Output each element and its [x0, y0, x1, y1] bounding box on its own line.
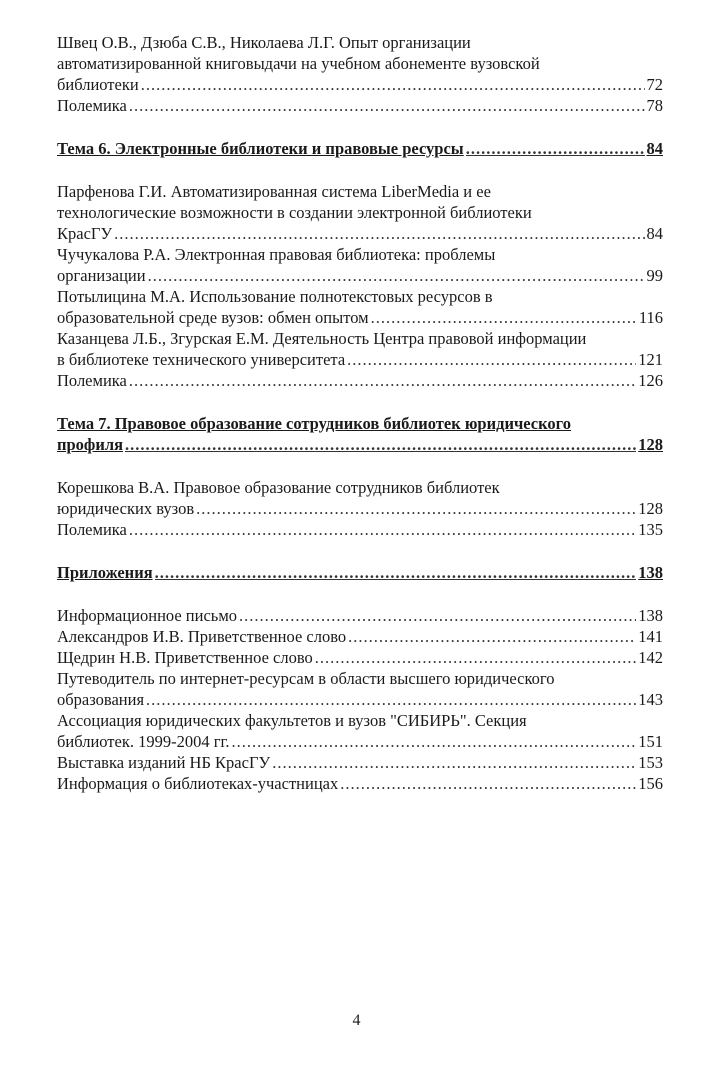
dot-leader — [141, 74, 645, 95]
page-ref: 128 — [638, 435, 663, 454]
toc-entry-polemika — [57, 95, 663, 116]
section-heading-topic6 — [57, 138, 663, 159]
toc-entry-text: Ассоциация юридических факультетов и вузов "СИБИРЬ". Секция — [57, 711, 527, 730]
toc-entry-text: автоматизированной книговыдачи на учебном абонементе вузовской — [57, 54, 540, 73]
toc-entry-last-line — [57, 626, 663, 647]
dot-leader — [155, 562, 637, 583]
page-ref: 121 — [638, 350, 663, 369]
toc-entry-text: Выставка изданий НБ КрасГУ — [57, 753, 271, 772]
toc-entry-text: Чучукалова Р.А. Электронная правовая библиотека: проблемы — [57, 245, 496, 264]
toc-entry-polemika — [57, 370, 663, 391]
page-ref: 151 — [638, 732, 663, 751]
dot-leader — [125, 434, 636, 455]
dot-leader — [239, 605, 636, 626]
toc-entry-kazantseva — [57, 328, 663, 370]
dot-leader — [196, 498, 636, 519]
toc-entry-text: Александров И.В. Приветственное слово — [57, 627, 347, 646]
toc-entry-last-line — [57, 265, 663, 286]
page-ref: 116 — [638, 308, 663, 327]
toc-entry-text: юридических вузов — [57, 499, 195, 518]
toc-entry-text: организации — [57, 266, 146, 285]
toc-entry-last-line — [57, 773, 663, 794]
page-ref: 143 — [638, 690, 663, 709]
heading-text: профиля — [57, 435, 124, 454]
toc-entry-text: Парфенова Г.И. Автоматизированная система LiberMedia и ее — [57, 182, 491, 201]
toc-entry-text: в библиотеке технического университета — [57, 350, 346, 369]
toc-entry-aleksandrov — [57, 626, 663, 647]
toc-entry-association — [57, 710, 663, 752]
toc-entry-text: Швец О.В., Дзюба С.В., Николаева Л.Г. Опыт организации — [57, 33, 471, 52]
dot-leader — [348, 626, 636, 647]
page-ref: 84 — [646, 224, 663, 243]
toc-entry-text: Информационное письмо — [57, 606, 238, 625]
toc-entry-last-line — [57, 498, 663, 519]
dot-leader — [232, 731, 637, 752]
toc-entry-potylitsina — [57, 286, 663, 328]
toc-entry-text: образовательной среде вузов: обмен опытом — [57, 308, 369, 327]
toc-entry-last-line — [57, 370, 663, 391]
toc-entry-info-letter — [57, 605, 663, 626]
page-ref: 141 — [638, 627, 663, 646]
toc-entry-last-line — [57, 752, 663, 773]
toc-entry-last-line — [57, 519, 663, 540]
page-ref: 128 — [638, 499, 663, 518]
page-ref: 135 — [638, 520, 663, 539]
toc-entry-text: Щедрин Н.В. Приветственное слово — [57, 648, 313, 667]
toc-entry-last-line — [57, 731, 663, 752]
page-ref: 156 — [638, 774, 663, 793]
dot-leader — [129, 370, 636, 391]
dot-leader — [148, 265, 645, 286]
toc-entry-text: Полемика — [57, 520, 127, 539]
page-ref: 126 — [638, 371, 663, 390]
toc-entry-text: Корешкова В.А. Правовое образование сотрудников библиотек — [57, 478, 500, 497]
toc-entry-text: Потылицина М.А. Использование полнотекстовых ресурсов в — [57, 287, 493, 306]
heading-line — [57, 434, 663, 455]
toc-entry-koreshkova — [57, 477, 663, 519]
toc-entry-text: Информация о библиотеках-участницах — [57, 774, 339, 793]
toc-entry-text: библиотеки — [57, 75, 139, 94]
toc-entry-text: Путеводитель по интернет-ресурсам в области высшего юридического — [57, 669, 555, 688]
dot-leader — [347, 349, 636, 370]
dot-leader — [315, 647, 637, 668]
page-ref: 138 — [638, 606, 663, 625]
toc-entry-last-line — [57, 647, 663, 668]
toc-entry-last-line — [57, 95, 663, 116]
toc-entry-text: КрасГУ — [57, 224, 113, 243]
toc-entry-shvets — [57, 32, 663, 95]
toc-entry-text: Полемика — [57, 96, 127, 115]
dot-leader — [340, 773, 636, 794]
toc-entry-exhibition — [57, 752, 663, 773]
toc-entry-text: технологические возможности в создании электронной библиотеки — [57, 203, 532, 222]
toc-entry-guide — [57, 668, 663, 710]
page-ref: 78 — [646, 96, 663, 115]
toc-entry-libraries-info — [57, 773, 663, 794]
page-ref: 99 — [646, 266, 663, 285]
page-ref: 72 — [646, 75, 663, 94]
toc-entry-last-line — [57, 307, 663, 328]
dot-leader — [371, 307, 637, 328]
toc-entry-parfenova — [57, 181, 663, 244]
toc-entry-text: образования — [57, 690, 145, 709]
toc-entry-last-line — [57, 689, 663, 710]
toc-entry-text: Казанцева Л.Б., Згурская Е.М. Деятельность Центра правовой информации — [57, 329, 587, 348]
toc-entry-last-line — [57, 74, 663, 95]
section-heading-topic7 — [57, 413, 663, 455]
toc-entry-chuchukalova — [57, 244, 663, 286]
section-heading-appendix — [57, 562, 663, 583]
page-ref: 138 — [638, 563, 663, 582]
page-ref: 142 — [638, 648, 663, 667]
dot-leader — [466, 138, 645, 159]
toc-entry-text: Полемика — [57, 371, 127, 390]
dot-leader — [146, 689, 636, 710]
toc-entry-last-line — [57, 605, 663, 626]
toc-entry-shchedrin — [57, 647, 663, 668]
toc-entry-last-line — [57, 223, 663, 244]
heading-text: Тема 6. Электронные библиотеки и правовые ресурсы — [57, 139, 464, 158]
page-ref: 84 — [646, 139, 663, 158]
page-number: 4 — [352, 1012, 361, 1029]
dot-leader — [114, 223, 644, 244]
toc-entry-text: библиотек. 1999-2004 гг. — [57, 732, 230, 751]
heading-line — [57, 562, 663, 583]
dot-leader — [272, 752, 636, 773]
heading-text: Тема 7. Правовое образование сотрудников библиотек юридического — [57, 414, 571, 433]
heading-text: Приложения — [57, 563, 153, 582]
dot-leader — [129, 95, 645, 116]
toc-entry-last-line — [57, 349, 663, 370]
heading-line — [57, 138, 663, 159]
page-ref: 153 — [638, 753, 663, 772]
toc-entry-polemika — [57, 519, 663, 540]
dot-leader — [129, 519, 636, 540]
table-of-contents — [57, 32, 663, 794]
